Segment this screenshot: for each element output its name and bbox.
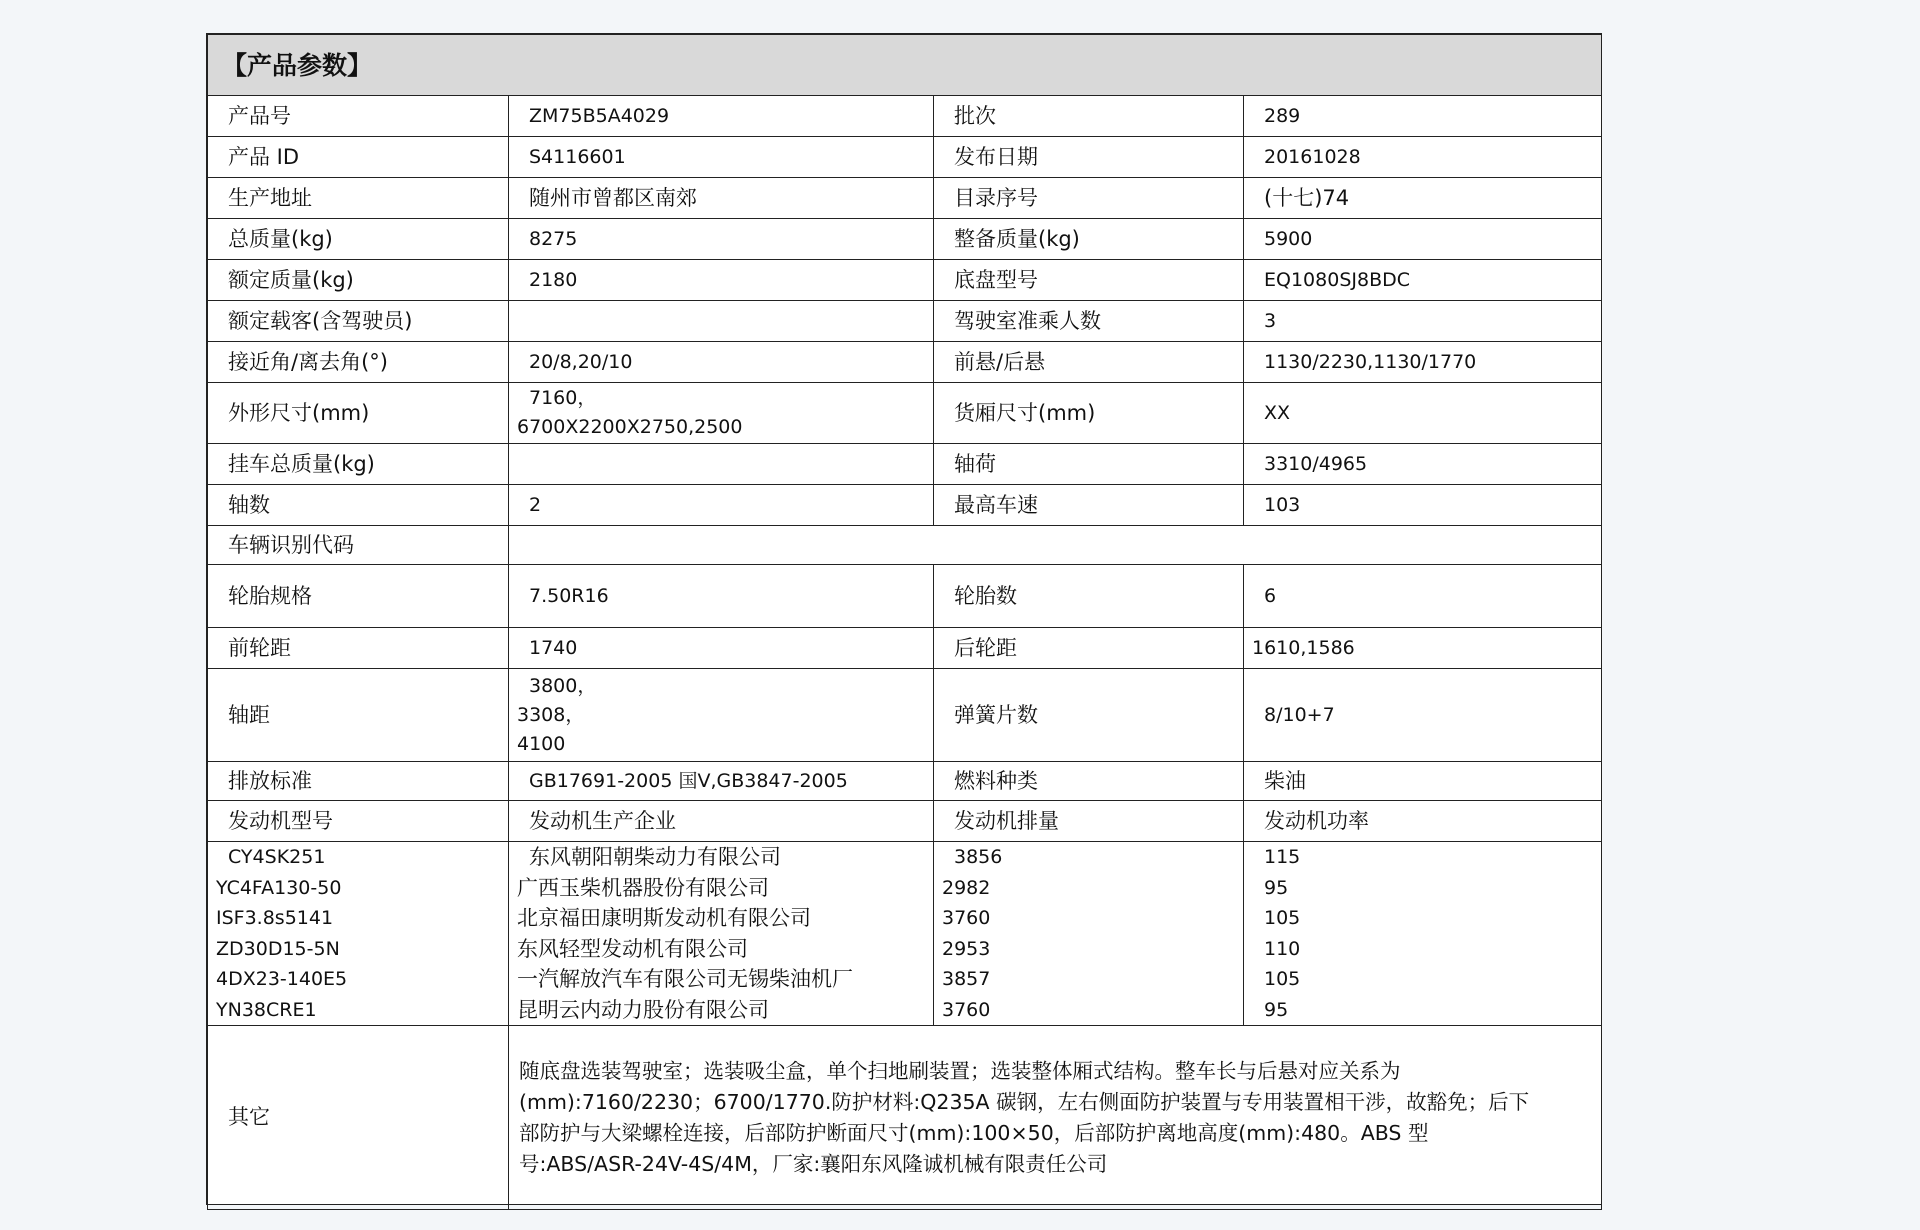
row-label: 前轮距 <box>208 628 509 669</box>
list-item: 115 <box>1264 846 1301 868</box>
row-label: 额定载客(含驾驶员) <box>208 301 509 342</box>
table-row <box>208 342 1602 383</box>
row-label: 轴荷 <box>934 444 1244 485</box>
row-value: S4116601 <box>509 137 934 178</box>
title-row <box>208 35 1602 96</box>
row-label: 轴距 <box>208 669 509 762</box>
row-value: GB17691-2005 国Ⅴ,GB3847-2005 <box>509 762 934 801</box>
row-value: 5900 <box>1244 219 1602 260</box>
wheelbase-line-1: 3800， <box>529 674 597 697</box>
list-item: 昆明云内动力股份有限公司 <box>517 997 769 1022</box>
row-value: 1130/2230,1130/1770 <box>1244 342 1602 383</box>
row-label: 轴数 <box>208 485 509 526</box>
row-value: 2180 <box>509 260 934 301</box>
row-label: 整备质量(kg) <box>934 219 1244 260</box>
list-item: 95 <box>1264 998 1289 1021</box>
wheelbase-values <box>509 669 934 762</box>
row-label: 驾驶室准乘人数 <box>934 301 1244 342</box>
wheelbase-line-3: 4100 <box>517 732 566 755</box>
row-value: (十七)74 <box>1244 178 1602 219</box>
row-value: 8275 <box>509 219 934 260</box>
row-value <box>509 444 934 485</box>
row-value: 3310/4965 <box>1244 444 1602 485</box>
row-value: 8/10+7 <box>1244 669 1602 762</box>
list-item: 北京福田康明斯发动机有限公司 <box>517 906 811 930</box>
row-label: 产品 ID <box>208 137 509 178</box>
row-label: 接近角/离去角(°) <box>208 342 509 383</box>
list-item: 东风朝阳朝柴动力有限公司 <box>529 845 781 869</box>
row-value <box>509 301 934 342</box>
list-item: 110 <box>1264 937 1301 960</box>
row-value: 1610,1586 <box>1244 628 1602 669</box>
table-row <box>208 219 1602 260</box>
row-value: 7.50R16 <box>509 565 934 628</box>
row-label: 总质量(kg) <box>208 219 509 260</box>
row-label: 额定质量(kg) <box>208 260 509 301</box>
row-label: 外形尺寸(mm) <box>208 383 509 444</box>
page-title: 【产品参数】 <box>208 35 1602 96</box>
wheelbase-line-2: 3308， <box>517 703 585 726</box>
engine-power-header: 发动机功率 <box>1244 801 1602 842</box>
table-row <box>208 444 1602 485</box>
row-label: 底盘型号 <box>934 260 1244 301</box>
row-value: XX <box>1244 383 1602 444</box>
table-row <box>208 96 1602 137</box>
table-row <box>208 485 1602 526</box>
row-value: ZM75B5A4029 <box>509 96 934 137</box>
row-label: 轮胎数 <box>934 565 1244 628</box>
row-label: 车辆识别代码 <box>208 526 509 565</box>
list-item: YC4FA130-50 <box>216 876 342 899</box>
list-item: ISF3.8s5141 <box>216 907 334 929</box>
engine-makers <box>509 842 934 1026</box>
row-value: 20/8,20/10 <box>509 342 934 383</box>
list-item: CY4SK251 <box>228 846 326 868</box>
other-row <box>208 1026 1602 1210</box>
table-row <box>208 669 1602 762</box>
row-label: 后轮距 <box>934 628 1244 669</box>
dims-line-1: 7160， <box>529 387 597 409</box>
other-label: 其它 <box>208 1026 509 1210</box>
list-item: 3760 <box>942 907 991 929</box>
table-row <box>208 301 1602 342</box>
spec-table <box>207 34 1602 1210</box>
list-item: ZD30D15-5N <box>216 937 340 960</box>
list-item: 一汽解放汽车有限公司无锡柴油机厂 <box>517 967 853 991</box>
row-value: 3 <box>1244 301 1602 342</box>
product-spec-sheet <box>206 33 1602 1205</box>
row-value: 1740 <box>509 628 934 669</box>
list-item: 3857 <box>942 968 991 990</box>
engine-header-row <box>208 801 1602 842</box>
dims-line-2: 6700X2200X2750,2500 <box>517 416 743 438</box>
row-label: 货厢尺寸(mm) <box>934 383 1244 444</box>
row-label: 挂车总质量(kg) <box>208 444 509 485</box>
table-row <box>208 383 1602 444</box>
engine-model-header: 发动机型号 <box>208 801 509 842</box>
row-value: 20161028 <box>1244 137 1602 178</box>
other-text: 随底盘选装驾驶室；选装吸尘盒，单个扫地刷装置；选装整体厢式结构。整车长与后悬对应关系为(mm):7160/2230；6700/1770.防护材料:Q235A 碳钢，左右侧面防护装置与专用装置相干涉，故豁免；后下部防护与大梁螺栓连接，后部防护断面尺寸(mm):100×50，后部防护离地高度(mm):480。ABS 型号:ABS/ASR-24V-4S/4M，厂家:襄阳东风隆诚机械有限责任公司 <box>509 1026 1602 1210</box>
row-label: 前悬/后悬 <box>934 342 1244 383</box>
list-item: 2982 <box>942 876 991 899</box>
row-label: 排放标准 <box>208 762 509 801</box>
list-item: 105 <box>1264 907 1301 929</box>
list-item: 3760 <box>942 998 991 1021</box>
table-row <box>208 178 1602 219</box>
list-item: 3856 <box>954 846 1003 868</box>
list-item: 4DX23-140E5 <box>216 968 348 990</box>
table-row <box>208 762 1602 801</box>
engine-list-row <box>208 842 1602 1026</box>
row-label: 最高车速 <box>934 485 1244 526</box>
table-row <box>208 628 1602 669</box>
row-value: 柴油 <box>1244 762 1602 801</box>
list-item: 广西玉柴机器股份有限公司 <box>517 875 769 900</box>
row-value: EQ1080SJ8BDC <box>1244 260 1602 301</box>
row-label: 轮胎规格 <box>208 565 509 628</box>
row-label: 批次 <box>934 96 1244 137</box>
table-row <box>208 526 1602 565</box>
list-item: 东风轻型发动机有限公司 <box>517 936 748 961</box>
row-label: 生产地址 <box>208 178 509 219</box>
row-label: 弹簧片数 <box>934 669 1244 762</box>
list-item: 95 <box>1264 876 1289 899</box>
table-row <box>208 260 1602 301</box>
row-value: 随州市曾都区南郊 <box>509 178 934 219</box>
list-item: 105 <box>1264 968 1301 990</box>
table-row <box>208 565 1602 628</box>
row-label: 发布日期 <box>934 137 1244 178</box>
row-label: 产品号 <box>208 96 509 137</box>
row-value: 2 <box>509 485 934 526</box>
engine-powers <box>1244 842 1602 1026</box>
engine-displacements <box>934 842 1244 1026</box>
row-value: 103 <box>1244 485 1602 526</box>
list-item: 2953 <box>942 937 991 960</box>
row-label: 燃料种类 <box>934 762 1244 801</box>
table-row <box>208 137 1602 178</box>
engine-displacement-header: 发动机排量 <box>934 801 1244 842</box>
engine-maker-header: 发动机生产企业 <box>509 801 934 842</box>
row-label: 目录序号 <box>934 178 1244 219</box>
list-item: YN38CRE1 <box>216 998 317 1021</box>
engine-models <box>208 842 509 1026</box>
row-value: 6 <box>1244 565 1602 628</box>
dims-value <box>509 383 934 444</box>
vin-value <box>509 526 1602 565</box>
row-value: 289 <box>1244 96 1602 137</box>
